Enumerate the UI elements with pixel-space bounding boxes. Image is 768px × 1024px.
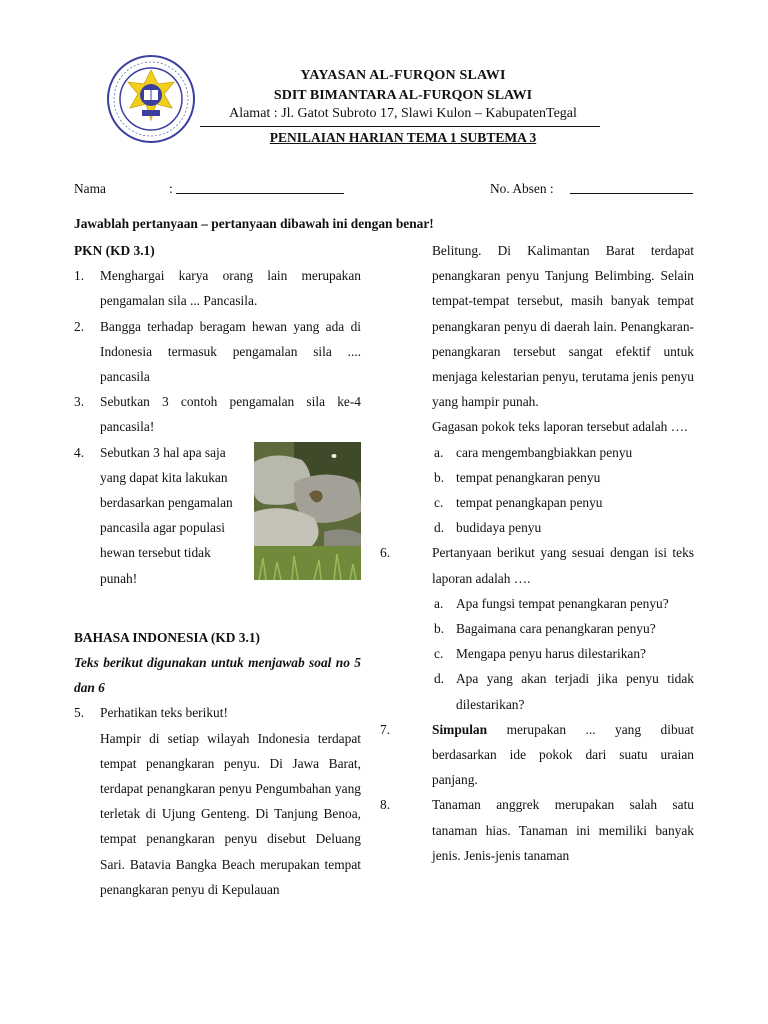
bahasa-section-title: BAHASA INDONESIA (KD 3.1) bbox=[74, 629, 261, 645]
q6-option-a[interactable]: a. Apa fungsi tempat penangkaran penyu? bbox=[434, 595, 669, 611]
q6-option-d[interactable]: d. Apa yang akan terjadi jika penyu tidak dilestarikan? bbox=[434, 671, 694, 712]
pkn-section-title: PKN (KD 3.1) bbox=[74, 243, 155, 258]
absen-label: No. Absen : bbox=[490, 181, 554, 196]
school-address: Alamat : Jl. Gatot Subroto 17, Slawi Kulon – KabupatenTegal bbox=[229, 106, 577, 121]
right-column bbox=[380, 238, 694, 868]
q5-option-b[interactable]: b. tempat penangkaran penyu bbox=[434, 469, 601, 485]
passage-part-2: Belitung. Di Kalimantan Barat terdapat penangkaran penyu Tanjung Belimbing. Selain tempat-tempat tersebut, masih banyak tempat penangkaran penyu di daerah lain. Penangkaran-penangkaran tersebut sangat efektif untuk menjaga kelestarian penyu, terutama jenis penyu yang hampir punah. bbox=[432, 243, 694, 410]
exam-title: PENILAIAN HARIAN TEMA 1 SUBTEMA 3 bbox=[269, 130, 537, 145]
absen-field[interactable] bbox=[570, 193, 693, 194]
question-8: 8. Tanaman anggrek merupakan salah satu tanaman hias. Tanaman ini memiliki banyak jenis. Jenis-jenis tanaman bbox=[380, 797, 694, 863]
question-1: 1. Menghargai karya orang lain merupakan pengamalan sila ... Pancasila. bbox=[74, 268, 361, 309]
question-5-text: Gagasan pokok teks laporan tersebut adalah …. bbox=[432, 419, 688, 435]
left-column bbox=[74, 238, 361, 902]
q6-option-c[interactable]: c. Mengapa penyu harus dilestarikan? bbox=[434, 646, 647, 662]
name-label: Nama bbox=[74, 181, 106, 196]
passage-note: Teks berikut digunakan untuk menjawab soal no 5 dan 6 bbox=[74, 655, 361, 696]
q5-option-a[interactable]: a. cara mengembangbiakkan penyu bbox=[434, 444, 633, 460]
question-6: 6. Pertanyaan berikut yang sesuai dengan isi teks laporan adalah …. bbox=[380, 545, 694, 586]
question-5-prompt: 5. Perhatikan teks berikut! bbox=[74, 705, 228, 721]
school-emblem-icon bbox=[106, 54, 196, 144]
header-divider bbox=[200, 126, 600, 127]
school-name: SDIT BIMANTARA AL-FURQON SLAWI bbox=[273, 88, 533, 103]
question-3: 3. Sebutkan 3 contoh pengamalan sila ke-4 pancasila! bbox=[74, 394, 361, 435]
q5-option-d[interactable]: d. budidaya penyu bbox=[434, 520, 542, 536]
instruction: Jawablah pertanyaan – pertanyaan dibawah ini dengan benar! bbox=[74, 216, 434, 231]
question-4: 4. Sebutkan 3 hal apa saja yang dapat kita lakukan berdasarkan pengamalan pancasila agar populasi hewan tersebut tidak punah! bbox=[74, 440, 361, 591]
q6-option-b[interactable]: b. Bagaimana cara penangkaran penyu? bbox=[434, 621, 656, 637]
q5-option-c[interactable]: c. tempat penangkapan penyu bbox=[434, 495, 603, 511]
passage-part-1: Hampir di setiap wilayah Indonesia terdapat tempat penangkaran penyu. Di Jawa Barat, terdapat penangkaran penyu Pengumbahan yang terletak di Ujung Genteng. Di Tanjung Benoa, tempat penangkaran penyu disebut Deluang Sari. Batavia Bangka Beach merupakan tempat penangkaran penyu di Kepulauan bbox=[100, 730, 361, 897]
question-7: 7. Simpulan merupakan ... yang dibuat berdasarkan ide pokok dari suatu uraian panjang. bbox=[380, 721, 694, 788]
name-field[interactable] bbox=[176, 193, 344, 194]
foundation-name: YAYASAN AL-FURQON SLAWI bbox=[300, 68, 506, 83]
rocks-animal-photo bbox=[254, 442, 361, 580]
name-colon: : bbox=[169, 181, 173, 196]
question-2: 2. Bangga terhadap beragam hewan yang ada di Indonesia termasuk pengamalan sila .... pancasila bbox=[74, 318, 361, 385]
